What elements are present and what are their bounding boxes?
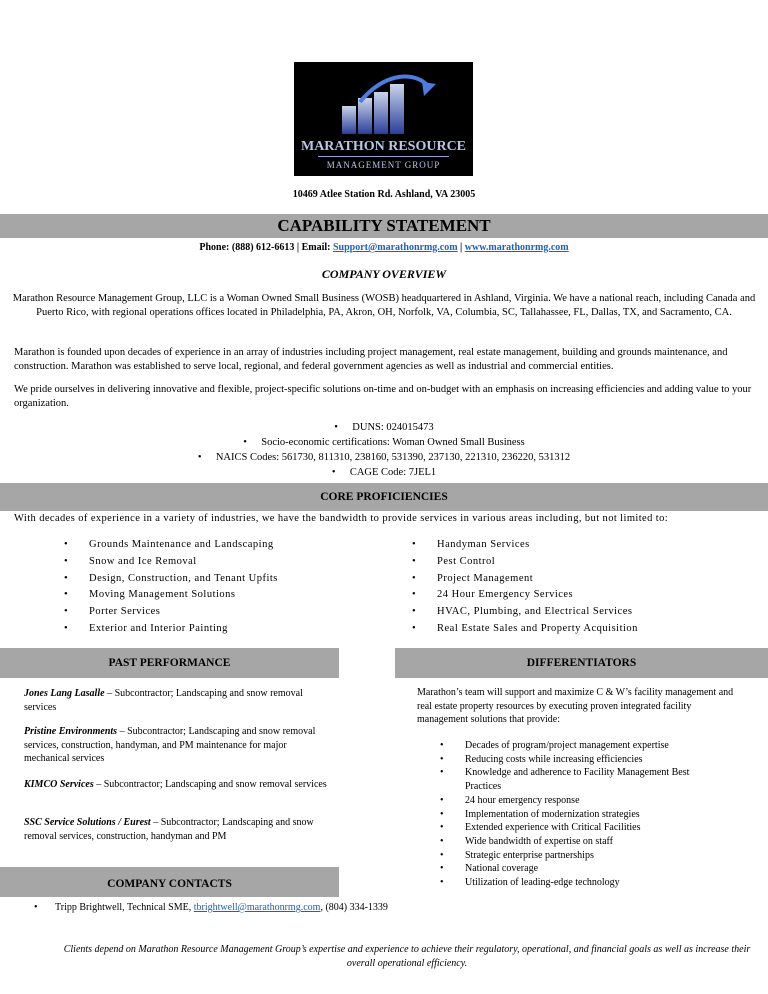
list-item: • HVAC, Plumbing, and Electrical Services <box>412 604 762 621</box>
core-heading: CORE PROFICIENCIES <box>320 491 448 503</box>
list-item: • Design, Construction, and Tenant Upfits <box>64 571 394 588</box>
footer-statement: Clients depend on Marathon Resource Management Group’s expertise and experience to achieve their regulatory, operational, and financial goals as well as increase their overall operational efficiency. <box>63 944 751 969</box>
list-item: • Pest Control <box>412 554 762 571</box>
website-link[interactable]: www.marathonrmg.com <box>464 242 569 253</box>
list-item: • 24 hour emergency response <box>440 794 760 808</box>
list-item: • Knowledge and adherence to Facility Management Best Practices <box>440 766 710 793</box>
document-title: CAPABILITY STATEMENT <box>277 216 491 235</box>
core-list-left <box>64 537 394 638</box>
differentiators-intro: Marathon’s team will support and maximize C & W’s facility management and real estate property resources by executing proven integrated facility management solutions that provide: <box>417 687 734 725</box>
core-list-right <box>412 537 762 638</box>
list-item: • 24 Hour Emergency Services <box>412 587 762 604</box>
list-item: • Porter Services <box>64 604 394 621</box>
past-performance-item: SSC Service Solutions / Eurest – Subcontractor; Landscaping and snow removal services, construction, handyman and PM <box>24 817 314 842</box>
list-item: • Utilization of leading-edge technology <box>440 876 760 890</box>
past-performance-item: KIMCO Services – Subcontractor; Landscaping and snow removal services <box>24 779 327 790</box>
company-logo <box>294 62 473 176</box>
differentiators-list <box>440 739 760 890</box>
list-item: • Snow and Ice Removal <box>64 554 394 571</box>
company-contacts-heading: COMPANY CONTACTS <box>107 878 232 890</box>
company-contacts-list <box>34 902 388 913</box>
separator: | <box>457 242 465 253</box>
list-item: • Handyman Services <box>412 537 762 554</box>
list-item: • Real Estate Sales and Property Acquisition <box>412 621 762 638</box>
list-item: • • Socio-economic certifications: Woman Owned Small Business <box>0 435 768 450</box>
differentiators-heading: DIFFERENTIATORS <box>526 657 637 669</box>
overview-paragraph-3: We pride ourselves in delivering innovative and flexible, project-specific solutions on-time and on-budget with an emphasis on increasing efficiencies and adding value to your organization. <box>14 384 752 409</box>
contact-email-link[interactable]: tbrightwell@marathonrmg.com <box>193 902 321 913</box>
past-performance-item: Pristine Environments – Subcontractor; Landscaping and snow removal services, construction, handyman, and PM maintenance for major mechanical services <box>24 726 316 764</box>
list-item: • Extended experience with Critical Facilities <box>440 821 760 835</box>
list-item: • • DUNS: 024015473 <box>0 420 768 435</box>
list-item: • Project Management <box>412 571 762 588</box>
list-item: • Decades of program/project management expertise <box>440 739 760 753</box>
overview-paragraph-2: Marathon is founded upon decades of experience in an array of industries including project management, real estate management, building and grounds maintenance, and construction. Marathon was established to serve local, regional, and federal government agencies as well as industrial and commercial entities. <box>14 347 728 372</box>
list-item: • Implementation of modernization strategies <box>440 808 760 822</box>
list-item: • Exterior and Interior Painting <box>64 621 394 638</box>
overview-paragraph-1: Marathon Resource Management Group, LLC is a Woman Owned Small Business (WOSB) headquartered in Ashland, Virginia. We have a national reach, including Canada and Puerto Rico, with regional operations offices located in Philadelphia, PA, Akron, OH, Norfolk, VA, Columbia, SC, Tallahassee, FL, Dallas, TX, and Sacramento, CA. <box>12 293 756 318</box>
list-item: • Grounds Maintenance and Landscaping <box>64 537 394 554</box>
overview-heading: COMPANY OVERVIEW <box>321 267 447 281</box>
list-item: • • CAGE Code: 7JEL1 <box>0 465 768 480</box>
list-item: • Wide bandwidth of expertise on staff <box>440 835 760 849</box>
list-item: • National coverage <box>440 862 760 876</box>
svg-text:MANAGEMENT GROUP: MANAGEMENT GROUP <box>326 160 441 170</box>
phone-text: Phone: (888) 612-6613 | Email: <box>199 242 333 253</box>
company-facts-list <box>0 420 768 480</box>
list-item: • Moving Management Solutions <box>64 587 394 604</box>
contact-line <box>0 242 768 253</box>
svg-text:MARATHON RESOURCE: MARATHON RESOURCE <box>300 139 467 154</box>
past-performance-heading: PAST PERFORMANCE <box>108 657 231 669</box>
email-link[interactable]: Support@marathonrmg.com <box>332 242 458 253</box>
list-item: • • NAICS Codes: 561730, 811310, 238160, 531390, 237130, 221310, 236220, 531312 <box>0 450 768 465</box>
company-address: 10469 Atlee Station Rd. Ashland, VA 23005 <box>292 189 476 200</box>
list-item: • Strategic enterprise partnerships <box>440 849 760 863</box>
past-performance-item: Jones Lang Lasalle – Subcontractor; Landscaping and snow removal services <box>24 688 303 713</box>
list-item: • Reducing costs while increasing efficiencies <box>440 753 760 767</box>
core-intro: With decades of experience in a variety of industries, we have the bandwidth to provide services in various areas including, but not limited to: <box>14 513 669 524</box>
list-item: • Tripp Brightwell, Technical SME, tbrightwell@marathonrmg.com, (804) 334-1339 <box>34 902 388 913</box>
